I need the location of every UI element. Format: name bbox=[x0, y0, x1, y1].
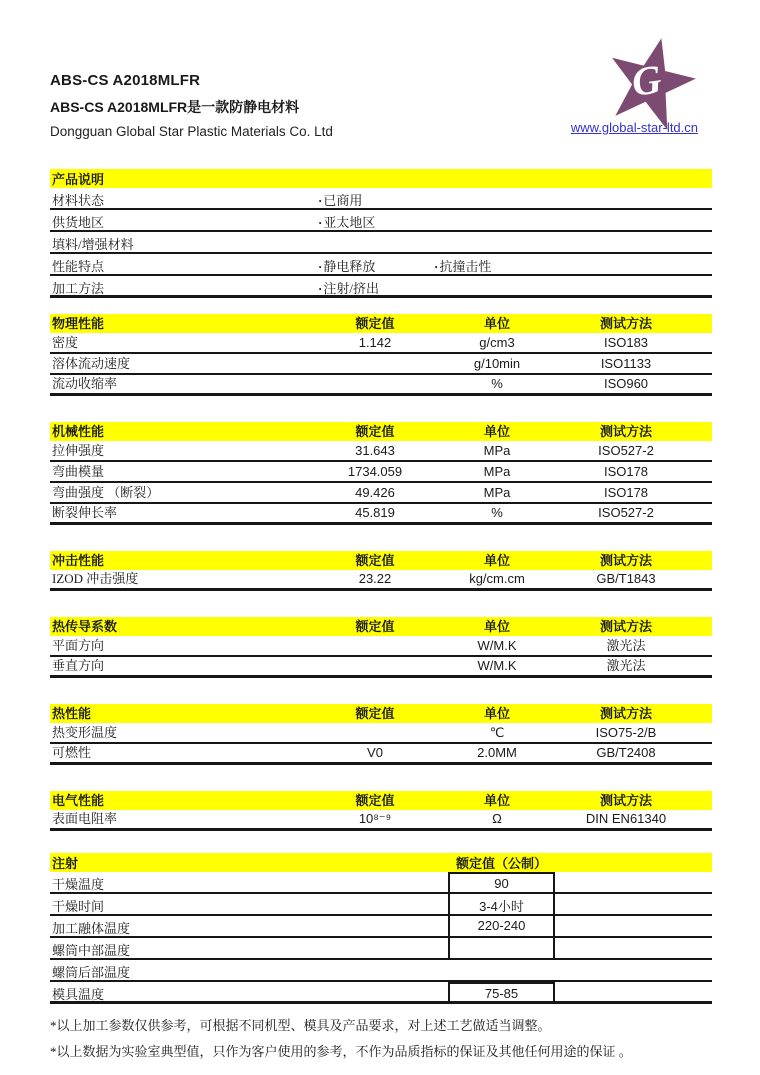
rated-value-cell: 1.142 bbox=[358, 334, 392, 350]
property-name-cell: 密度 bbox=[52, 334, 79, 350]
injection-row-spacer bbox=[555, 938, 712, 960]
spec-label: 填料/增强材料 bbox=[52, 237, 134, 252]
table-row bbox=[50, 570, 712, 591]
table-row bbox=[50, 354, 712, 375]
injection-param-value: 220-240 bbox=[448, 916, 555, 938]
test-method-cell: GB/T1843 bbox=[596, 571, 656, 586]
injection-param-value: 90 bbox=[448, 872, 555, 894]
table-header-bar bbox=[50, 314, 712, 333]
unit-cell: 2.0MM bbox=[477, 745, 517, 760]
test-method-cell: ISO960 bbox=[603, 376, 649, 391]
unit-cell: MPa bbox=[483, 442, 511, 458]
property-name-cell: 弯曲模量 bbox=[52, 463, 105, 479]
table-row bbox=[50, 657, 712, 678]
table-row bbox=[50, 723, 712, 744]
table-title: 热性能 bbox=[52, 705, 92, 721]
section-title: 注射 bbox=[52, 856, 79, 871]
injection-row-spacer bbox=[555, 916, 712, 938]
injection-section bbox=[50, 853, 712, 1004]
injection-param-label: 螺筒中部温度 bbox=[50, 938, 448, 960]
unit-cell: W/M.K bbox=[477, 658, 517, 673]
table-header-bar bbox=[50, 551, 712, 570]
spec-value: · 抗撞击性 bbox=[434, 256, 550, 275]
rated-value-cell: 10⁸⁻⁹ bbox=[358, 811, 392, 826]
column-header: 额定值 bbox=[355, 423, 395, 439]
table-title: 热传导系数 bbox=[52, 618, 118, 634]
injection-row bbox=[50, 916, 712, 938]
test-method-cell: ISO183 bbox=[603, 334, 649, 350]
spec-label: 加工方法 bbox=[52, 281, 105, 296]
spec-row bbox=[50, 254, 712, 276]
rated-value-cell: 45.819 bbox=[355, 505, 395, 520]
section-title: 产品说明 bbox=[52, 172, 105, 187]
test-method-cell: ISO75-2/B bbox=[595, 724, 657, 740]
unit-cell: MPa bbox=[483, 463, 511, 479]
unit-cell: W/M.K bbox=[477, 637, 517, 653]
property-table bbox=[50, 551, 712, 591]
spec-values bbox=[318, 278, 434, 297]
property-name-cell: 可燃性 bbox=[52, 745, 92, 760]
injection-param-label: 干燥温度 bbox=[50, 872, 448, 894]
table-row bbox=[50, 441, 712, 462]
table-row bbox=[50, 636, 712, 657]
spec-values bbox=[318, 212, 434, 231]
unit-cell: ℃ bbox=[489, 724, 505, 740]
property-table bbox=[50, 422, 712, 525]
injection-param-value: 75-85 bbox=[448, 982, 555, 1004]
spec-value: · 已商用 bbox=[318, 190, 434, 209]
product-title: ABS-CS A2018MLFR bbox=[50, 72, 201, 89]
rated-value-cell: V0 bbox=[367, 745, 383, 760]
spec-row bbox=[50, 188, 712, 210]
table-title: 冲击性能 bbox=[52, 552, 105, 568]
column-header: 单位 bbox=[483, 792, 510, 808]
table-row bbox=[50, 375, 712, 396]
star-logo-icon bbox=[596, 36, 704, 132]
column-header: 单位 bbox=[483, 423, 510, 439]
property-name-cell: 流动收缩率 bbox=[52, 376, 118, 391]
footnote-line: *以上数据为实验室典型值，只作为客户使用的参考，不作为品质指标的保证及其他任何用途的保证 。 bbox=[50, 1044, 632, 1059]
column-header: 测试方法 bbox=[599, 792, 652, 808]
injection-row bbox=[50, 872, 712, 894]
unit-cell: Ω bbox=[492, 811, 502, 826]
column-header: 测试方法 bbox=[599, 315, 652, 331]
test-method-cell: ISO527-2 bbox=[598, 505, 654, 520]
rated-value-cell: 49.426 bbox=[355, 484, 395, 500]
table-row bbox=[50, 744, 712, 765]
property-name-cell: 垂直方向 bbox=[52, 658, 105, 673]
injection-param-value: 3-4小时 bbox=[448, 894, 555, 916]
property-table bbox=[50, 617, 712, 678]
spec-value: · 静电释放 bbox=[318, 256, 434, 275]
unit-cell: g/cm3 bbox=[479, 334, 515, 350]
test-method-cell: ISO1133 bbox=[600, 355, 652, 371]
table-title: 物理性能 bbox=[52, 315, 105, 331]
column-header: 单位 bbox=[483, 705, 510, 721]
company-name: Dongguan Global Star Plastic Materials Co. Ltd bbox=[50, 124, 333, 139]
injection-row-spacer bbox=[555, 982, 712, 1004]
product-info-section bbox=[50, 169, 712, 298]
property-tables bbox=[50, 314, 712, 831]
unit-cell: MPa bbox=[483, 484, 511, 500]
table-header-bar bbox=[50, 617, 712, 636]
header bbox=[50, 56, 712, 139]
table-header-bar bbox=[50, 704, 712, 723]
footnote-line: *以上加工参数仅供参考，可根据不同机型、模具及产品要求，对上述工艺做适当调整。 bbox=[50, 1018, 551, 1033]
unit-cell: % bbox=[491, 376, 503, 391]
column-header: 测试方法 bbox=[599, 618, 652, 634]
spec-row bbox=[50, 276, 712, 298]
property-table bbox=[50, 314, 712, 396]
injection-row bbox=[50, 894, 712, 916]
property-name-cell: 拉伸强度 bbox=[52, 442, 105, 458]
spec-values bbox=[318, 190, 434, 209]
column-header: 额定值 bbox=[355, 618, 395, 634]
website-link[interactable]: www.global-star-ltd.cn bbox=[570, 120, 698, 135]
table-row bbox=[50, 483, 712, 504]
injection-value-header: 额定值（公制） bbox=[455, 856, 547, 871]
property-table bbox=[50, 791, 712, 831]
table-row bbox=[50, 333, 712, 354]
column-header: 单位 bbox=[483, 618, 510, 634]
test-method-cell: ISO178 bbox=[603, 463, 649, 479]
footnotes bbox=[50, 1013, 712, 1065]
property-name-cell: IZOD 冲击强度 bbox=[52, 571, 139, 586]
injection-param-value bbox=[448, 960, 555, 982]
injection-row-spacer bbox=[555, 960, 712, 982]
spec-label: 性能特点 bbox=[52, 259, 105, 274]
column-header: 测试方法 bbox=[599, 423, 652, 439]
injection-param-label: 模具温度 bbox=[50, 982, 448, 1004]
property-name-cell: 热变形温度 bbox=[52, 724, 118, 740]
test-method-cell: DIN EN61340 bbox=[585, 811, 667, 826]
section-bar-product-info bbox=[50, 169, 712, 188]
spec-row bbox=[50, 232, 712, 254]
table-row bbox=[50, 462, 712, 483]
property-name-cell: 溶体流动速度 bbox=[52, 355, 131, 371]
table-header-bar bbox=[50, 422, 712, 441]
logo-letter: G bbox=[629, 56, 665, 105]
test-method-cell: ISO178 bbox=[603, 484, 649, 500]
property-name-cell: 表面电阻率 bbox=[52, 811, 118, 826]
injection-row bbox=[50, 960, 712, 982]
test-method-cell: ISO527-2 bbox=[598, 442, 654, 458]
column-header: 额定值 bbox=[355, 705, 395, 721]
column-header: 测试方法 bbox=[599, 552, 652, 568]
table-row bbox=[50, 810, 712, 831]
product-info-rows bbox=[50, 188, 712, 298]
column-header: 单位 bbox=[483, 315, 510, 331]
section-bar-injection bbox=[50, 853, 712, 872]
spec-value: · 注射/挤出 bbox=[318, 278, 434, 297]
column-header: 额定值 bbox=[355, 315, 395, 331]
property-table bbox=[50, 704, 712, 765]
unit-cell: kg/cm.cm bbox=[469, 571, 525, 586]
injection-row-spacer bbox=[555, 872, 712, 894]
injection-row bbox=[50, 982, 712, 1004]
injection-rows bbox=[50, 872, 712, 1004]
injection-row bbox=[50, 938, 712, 960]
table-title: 电气性能 bbox=[52, 792, 105, 808]
product-subtitle: ABS-CS A2018MLFR是一款防静电材料 bbox=[50, 99, 300, 115]
injection-param-label: 加工融体温度 bbox=[50, 916, 448, 938]
column-header: 额定值 bbox=[355, 792, 395, 808]
rated-value-cell: 23.22 bbox=[358, 571, 392, 586]
property-name-cell: 平面方向 bbox=[52, 637, 105, 653]
injection-param-label: 干燥时间 bbox=[50, 894, 448, 916]
test-method-cell: 激光法 bbox=[606, 658, 646, 673]
spec-values bbox=[318, 256, 550, 275]
table-header-bar bbox=[50, 791, 712, 810]
injection-param-value bbox=[448, 938, 555, 960]
spec-value: · 亚太地区 bbox=[318, 212, 434, 231]
column-header: 额定值 bbox=[355, 552, 395, 568]
test-method-cell: GB/T2408 bbox=[596, 745, 656, 760]
spec-row bbox=[50, 210, 712, 232]
table-row bbox=[50, 504, 712, 525]
spec-label: 材料状态 bbox=[52, 193, 105, 208]
property-name-cell: 弯曲强度 （断裂） bbox=[52, 484, 160, 500]
column-header: 单位 bbox=[483, 552, 510, 568]
rated-value-cell: 1734.059 bbox=[347, 463, 403, 479]
unit-cell: g/10min bbox=[473, 355, 521, 371]
unit-cell: % bbox=[491, 505, 503, 520]
injection-param-label: 螺筒后部温度 bbox=[50, 960, 448, 982]
column-header: 测试方法 bbox=[599, 705, 652, 721]
spec-label: 供货地区 bbox=[52, 215, 105, 230]
test-method-cell: 激光法 bbox=[606, 637, 646, 653]
rated-value-cell: 31.643 bbox=[355, 442, 395, 458]
property-name-cell: 断裂伸长率 bbox=[52, 505, 118, 520]
injection-row-spacer bbox=[555, 894, 712, 916]
table-title: 机械性能 bbox=[52, 423, 105, 439]
